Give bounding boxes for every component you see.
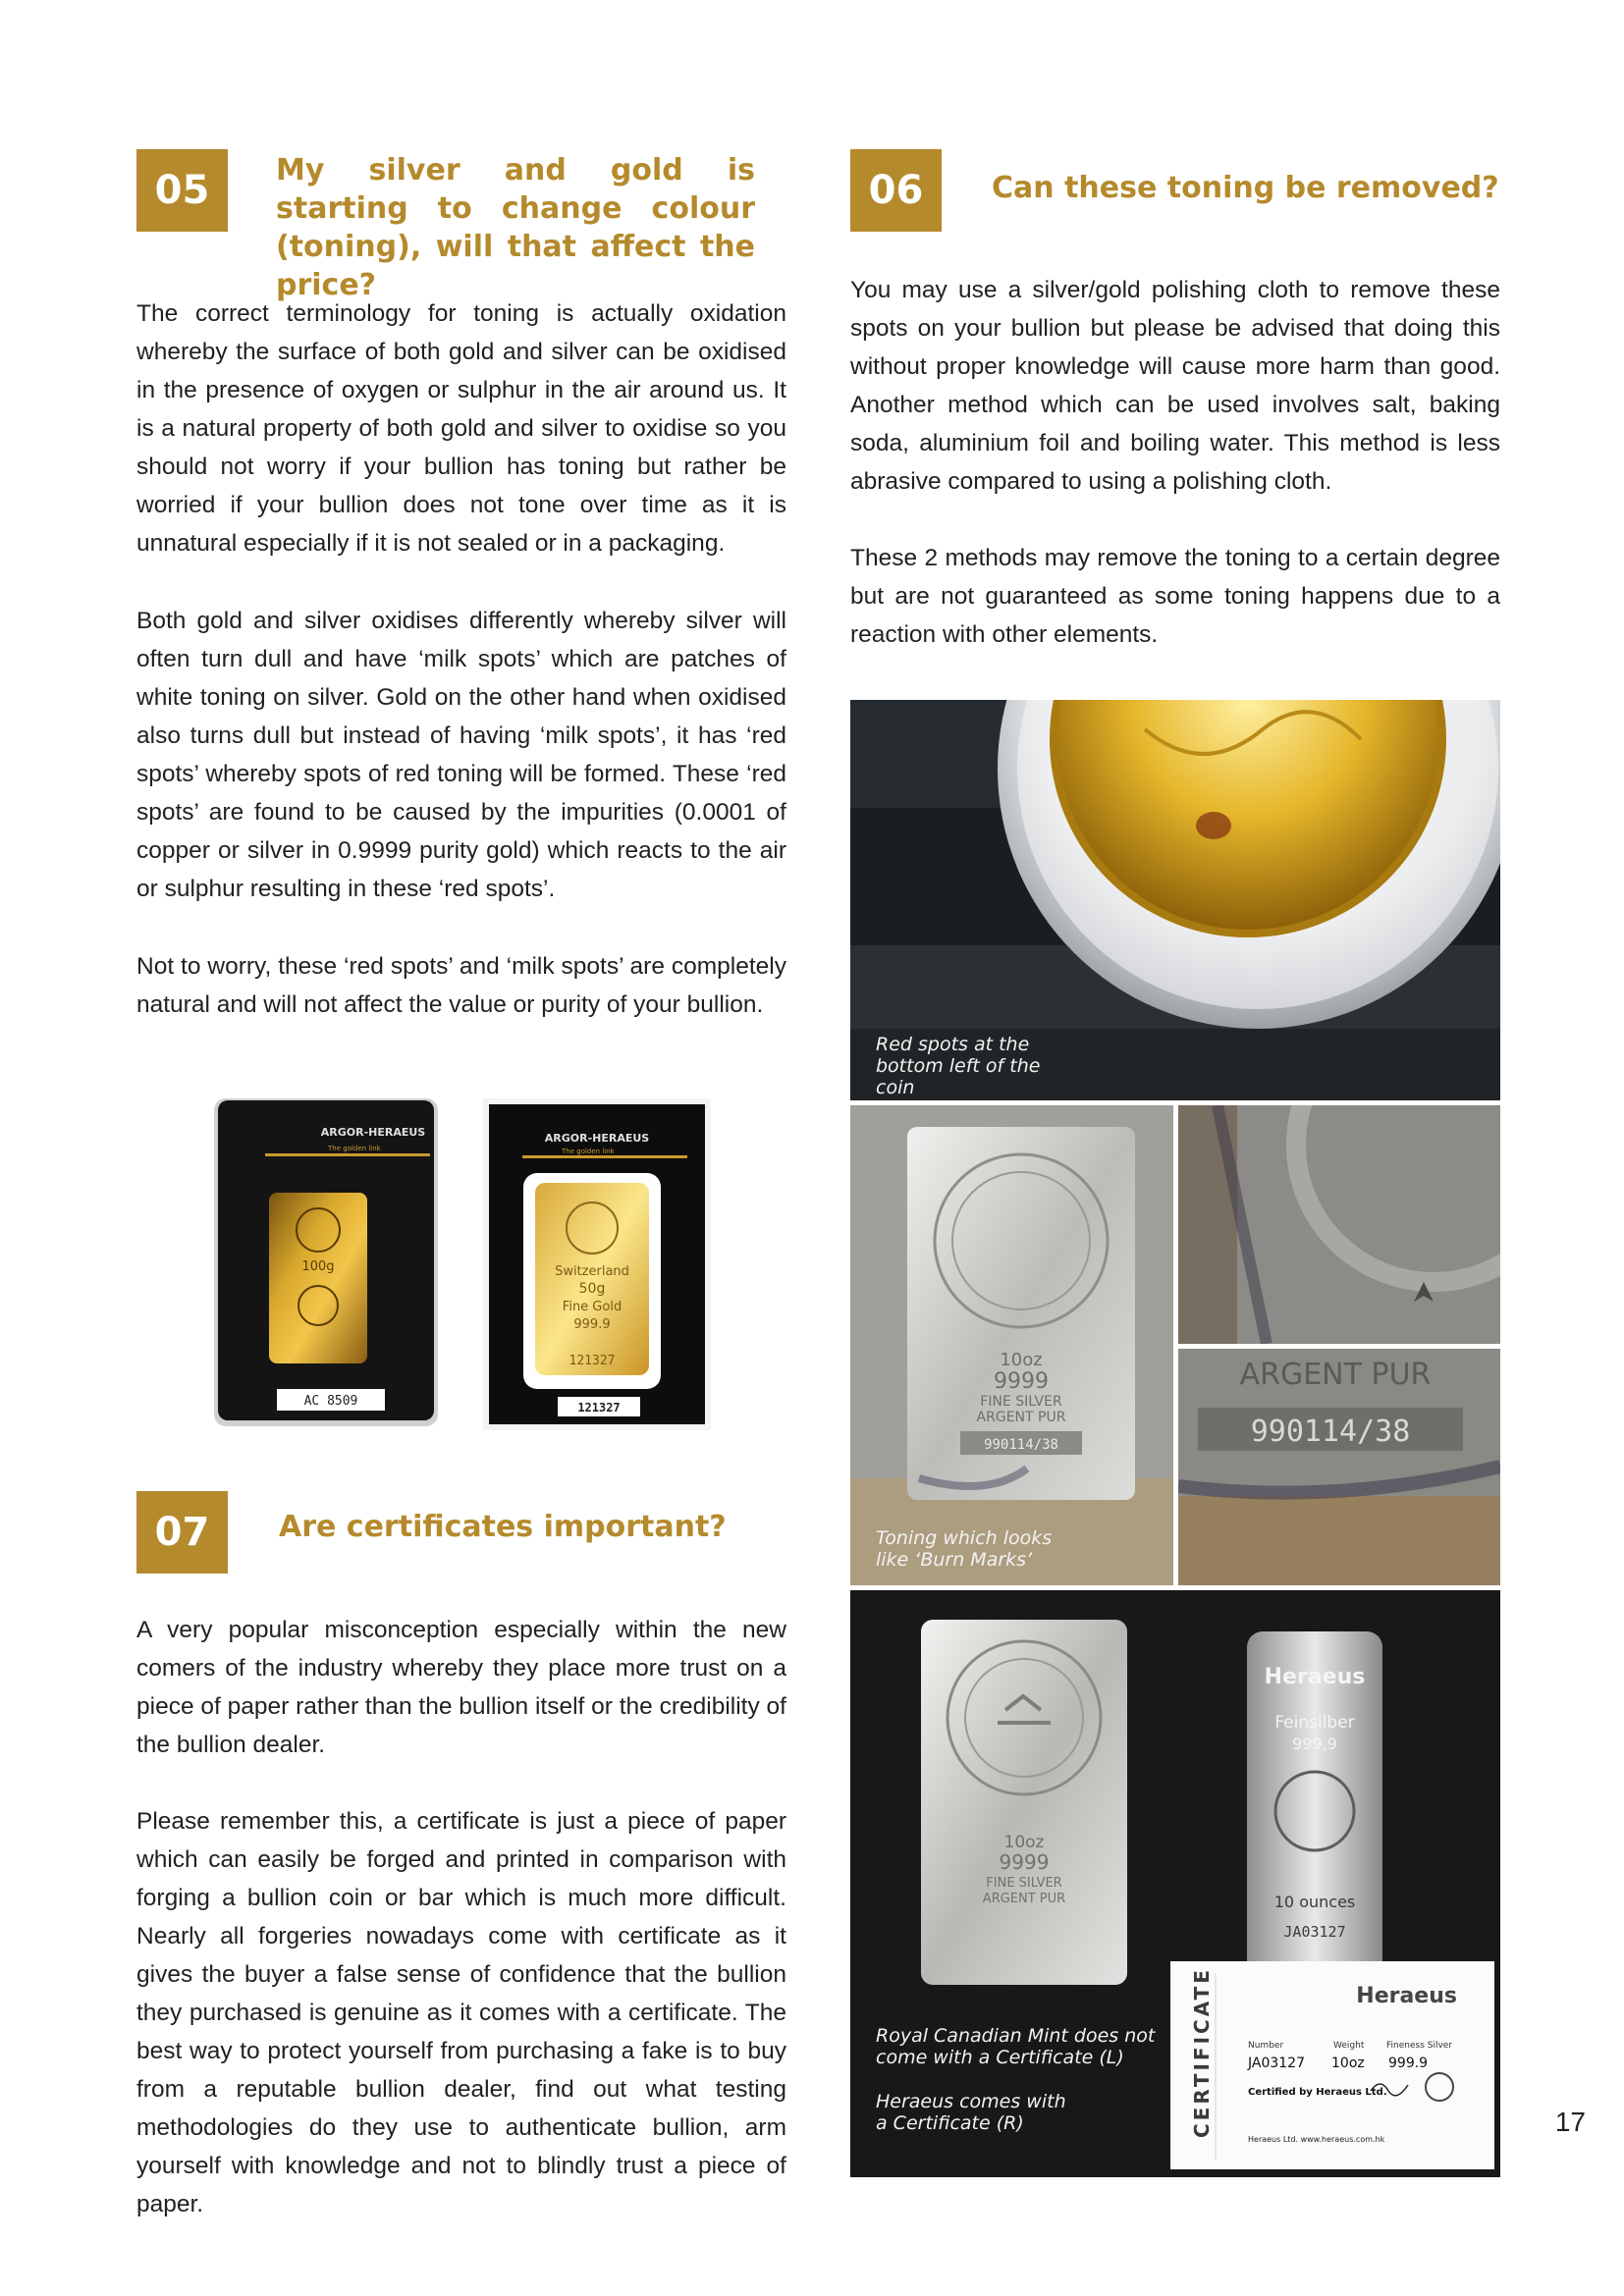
- left-bar-serial: AC 8509: [303, 1394, 358, 1409]
- silver-bar-metal-fr: ARGENT PUR: [976, 1410, 1066, 1425]
- certificate-weight-label: Weight: [1333, 2041, 1365, 2051]
- rcm-bar-weight: 10oz: [1003, 1833, 1045, 1852]
- section-05-title: My silver and gold is starting to change colour (toning), will that affect the price?: [276, 153, 755, 302]
- heraeus-bar-metal: Feinsilber: [1274, 1713, 1355, 1733]
- heraeus-bar-weight: 10 ounces: [1273, 1893, 1356, 1911]
- certificate-vertical-label: CERTIFICATE: [1190, 1967, 1214, 2138]
- silver-closeup-bottom-photo: [1178, 1349, 1500, 1585]
- closeup-argent-pur: ARGENT PUR: [1239, 1358, 1432, 1392]
- right-bar-card-serial: 121327: [577, 1401, 621, 1415]
- left-bar-brand: ARGOR-HERAEUS: [320, 1126, 426, 1139]
- section-06-paragraph-1: You may use a silver/gold polishing cloth to remove these spots on your bullion but please be advised that doing this without proper knowledge will cause more harm than good. Another method which can be used involves salt, baking soda, aluminium foil and boiling water. This method is less abrasive compared to using a polishing cloth.: [850, 277, 1500, 495]
- right-bar-tagline: The golden link: [562, 1148, 615, 1155]
- silver-bar-serial: 990114/38: [984, 1437, 1058, 1453]
- rcm-bar-purity: 9999: [999, 1850, 1050, 1874]
- certificate-fineness: 999.9: [1388, 2056, 1429, 2071]
- page-number: 17: [1554, 2107, 1586, 2137]
- right-bar-metal: Fine Gold: [562, 1300, 623, 1314]
- certificate-certified-line: Certified by Heraeus Ltd.: [1248, 2087, 1387, 2098]
- certificate-number: JA03127: [1248, 2056, 1305, 2071]
- gold-bars-photo: [208, 1095, 719, 1433]
- gold-coin-photo: [850, 700, 1500, 1100]
- section-06-title: Can these toning be removed?: [992, 171, 1499, 205]
- left-bar-weight: 100g: [301, 1259, 335, 1274]
- heraeus-bar-purity: 999,9: [1292, 1735, 1337, 1753]
- silver-bar-purity: 9999: [994, 1369, 1049, 1394]
- gold-bars-illustration: [208, 1095, 719, 1433]
- rcm-bar-metal: FINE SILVER: [986, 1876, 1062, 1891]
- section-06-badge: 06: [850, 149, 942, 232]
- heraeus-bar-brand: Heraeus: [1264, 1665, 1366, 1689]
- right-bar-weight: 50g: [578, 1281, 606, 1297]
- right-bar-origin: Switzerland: [555, 1264, 629, 1279]
- silver-bar-toning-photo: [850, 1105, 1173, 1585]
- certificate-right-caption: Heraeus comes with a Certificate (R): [876, 2091, 1066, 2134]
- silver-bar-metal: FINE SILVER: [980, 1394, 1062, 1410]
- silver-closeup-top-photo: [1178, 1105, 1500, 1344]
- right-bar-purity: 999.9: [573, 1317, 611, 1332]
- silver-closeup-bottom-illustration: [1178, 1349, 1500, 1585]
- certificate-brand: Heraeus: [1356, 1984, 1457, 2008]
- heraeus-bar-serial: JA03127: [1283, 1923, 1346, 1941]
- section-07-badge: 07: [136, 1491, 228, 1574]
- certificate-comparison-illustration: [850, 1590, 1500, 2177]
- section-07-paragraph-1: A very popular misconception especially within the new comers of the industry whereby they place more trust on a piece of paper rather than the bullion itself or the credibility of the bullion dealer.: [136, 1617, 786, 1758]
- right-bar-brand: ARGOR-HERAEUS: [544, 1132, 650, 1145]
- rcm-bar-metal-fr: ARGENT PUR: [982, 1892, 1066, 1906]
- section-05-paragraph-3: Not to worry, these ‘red spots’ and ‘milk spots’ are completely natural and will not affect the value or purity of your bullion.: [136, 953, 786, 1018]
- certificate-weight: 10oz: [1331, 2056, 1365, 2071]
- certificate-comparison-photo: [850, 1590, 1500, 2177]
- certificate-footer: Heraeus Ltd. www.heraeus.com.hk: [1248, 2135, 1385, 2144]
- closeup-serial: 990114/38: [1250, 1415, 1411, 1449]
- burn-marks-caption: Toning which looks like ‘Burn Marks’: [876, 1527, 1053, 1571]
- section-06-paragraph-2: These 2 methods may remove the toning to a certain degree but are not guaranteed as some toning happens due to a reaction with other elements.: [850, 545, 1500, 648]
- silver-bar-weight: 10oz: [1000, 1350, 1043, 1370]
- certificate-number-label: Number: [1248, 2041, 1284, 2051]
- right-bar-engraved-serial: 121327: [568, 1354, 616, 1368]
- left-bar-tagline: The golden link: [328, 1145, 381, 1152]
- section-07-title: Are certificates important?: [279, 1510, 727, 1544]
- certificate-fineness-label: Fineness Silver: [1386, 2041, 1453, 2051]
- silver-bar-illustration: [850, 1105, 1173, 1585]
- section-05-badge: 05: [136, 149, 228, 232]
- silver-closeup-top-illustration: [1178, 1105, 1500, 1344]
- coin-caption: Red spots at the bottom left of the coin: [876, 1034, 1041, 1098]
- section-05-paragraph-1: The correct terminology for toning is actually oxidation whereby the surface of both gold and silver can be oxidised in the presence of oxygen or sulphur in the air around us. It is a natural property of both gold and silver to oxidise so you should not worry if your bullion has toning but rather be worried if your bullion does not tone over time as it is unnatural especially if it is not sealed or in a packaging.: [136, 300, 786, 557]
- section-07-paragraph-2: Please remember this, a certificate is just a piece of paper which can easily be forged and printed in comparison with forging a bullion coin or bar which is much more difficult. Nearly all forgeries nowadays come with certificate as it gives the buyer a false sense of confidence that the bullion they purchased is genuine as it comes with a certificate. The best way to protect yourself from purchasing a fake is to buy from a reputable bullion dealer, find out what testing methodologies do they use to authenticate bullion, arm yourself with knowledge and not to blindly trust a piece of paper.: [136, 1808, 786, 2217]
- certificate-left-caption: Royal Canadian Mint does not come with a Certificate (L): [876, 2025, 1156, 2068]
- section-05-paragraph-2: Both gold and silver oxidises differently whereby silver will often turn dull and have ‘milk spots’ which are patches of white toning on silver. Gold on the other hand when oxidised also turns dull but instead of having ‘milk spots’, it has ‘red spots’ whereby spots of red toning will be formed. These ‘red spots’ are found to be caused by the impurities (0.0001 of copper or silver in 0.9999 purity gold) which reacts to the air or sulphur resulting in these ‘red spots’.: [136, 608, 786, 902]
